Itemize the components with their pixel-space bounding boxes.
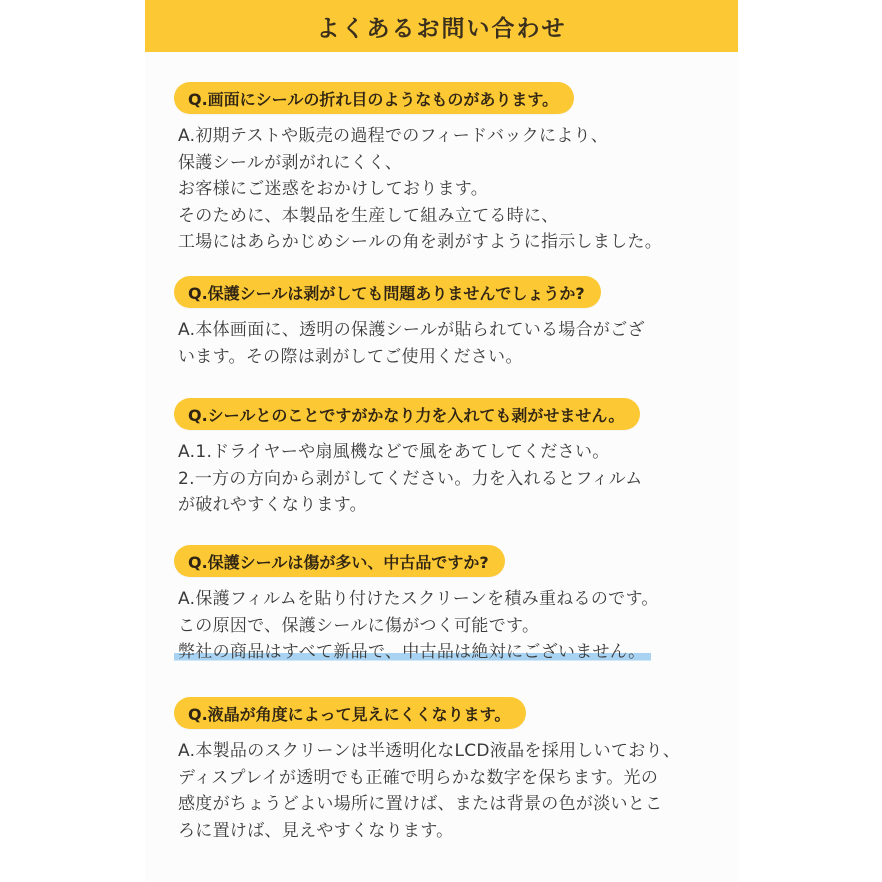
faq-question-5: Q.液晶が角度によって見えにくくなります。 xyxy=(174,697,526,729)
answer-line xyxy=(178,639,726,666)
highlighted-text: 弊社の商品はすべて新品で、中古品は絶対にございません。 xyxy=(174,642,651,662)
faq-question-4: Q.保護シールは傷が多い、中古品ですか? xyxy=(174,545,505,577)
faq-question-3: Q.シールとのことですがかなり力を入れても剥がせません。 xyxy=(174,398,640,430)
answer-line: A.保護フィルムを貼り付けたスクリーンを積み重ねるのです。 xyxy=(178,589,659,609)
answer-line: この原因で、保護シールに傷がつく可能です。 xyxy=(178,615,540,636)
answer-line: 工場にはあらかじめシールの角を剥がすように指示しました。 xyxy=(178,232,663,253)
answer-line: が破れやすくなります。 xyxy=(178,495,367,516)
answer-line: います。その際は剥がしてご使用ください。 xyxy=(178,346,523,367)
page-title: よくあるお問い合わせ xyxy=(316,15,567,42)
page-header xyxy=(145,0,738,52)
faq-answer-1 xyxy=(178,123,726,256)
answer-line: 2.一方の方向から剥がしてください。力を入れるとフィルム xyxy=(178,468,643,489)
answer-line: A.1.ドライヤーや扇風機などで風をあてしてください。 xyxy=(178,442,610,462)
answer-line: 感度がちょうどよい場所に置けば、または背景の色が淡いとこ xyxy=(178,794,663,815)
faq-answer-3 xyxy=(178,439,726,519)
faq-answer-2 xyxy=(178,317,726,370)
answer-line: お客様にご迷惑をおかけしております。 xyxy=(178,179,489,200)
answer-line: そのために、本製品を生産して組み立てる時に、 xyxy=(178,205,559,226)
answer-line: A.本体画面に、透明の保護シールが貼られている場合がござ xyxy=(178,320,645,340)
faq-question-1: Q.画面にシールの折れ目のようなものがあります。 xyxy=(174,82,574,114)
answer-line: ろに置けば、見えやすくなります。 xyxy=(178,820,454,841)
faq-answer-4 xyxy=(178,586,726,666)
answer-line: 保護シールが剥がれにくく、 xyxy=(178,152,403,173)
faq-answer-5 xyxy=(178,738,726,844)
answer-line: ディスプレイが透明でも正確で明らかな数字を保ちます。光の xyxy=(178,767,659,788)
faq-question-2: Q.保護シールは剥がしても問題ありませんでしょうか? xyxy=(174,276,601,308)
answer-line: A.本製品のスクリーンは半透明化なLCD液晶を採用しいており、 xyxy=(178,741,681,761)
answer-line: A.初期テストや販売の過程でのフィードバックにより、 xyxy=(178,126,609,146)
